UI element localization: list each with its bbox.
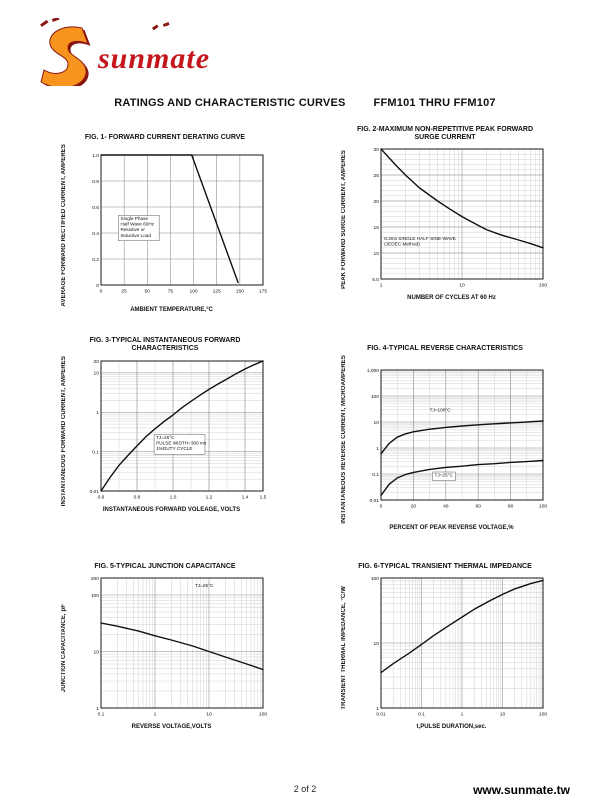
website-url: www.sunmate.tw	[473, 783, 570, 797]
svg-text:40: 40	[442, 504, 449, 510]
sunmate-logo-svg	[36, 18, 236, 86]
page-number: 2 of 2	[293, 784, 317, 794]
svg-text:10: 10	[499, 712, 505, 718]
chart-svg	[74, 356, 270, 506]
svg-text:100: 100	[90, 594, 99, 600]
y-axis-label: TRANSIENT THERMAL IMPEDANCE, °C/W	[340, 586, 347, 710]
svg-text:TJ=25°C: TJ=25°C	[433, 472, 453, 478]
svg-text:Resistive or: Resistive or	[119, 227, 145, 233]
svg-text:1%DUTY CYCLE: 1%DUTY CYCLE	[155, 445, 192, 451]
svg-text:100: 100	[370, 577, 379, 583]
figure-2-peak-forward-surge-current	[322, 126, 568, 313]
svg-text:15: 15	[373, 225, 379, 231]
svg-text:1: 1	[375, 707, 379, 713]
svg-text:0.2: 0.2	[91, 258, 99, 264]
svg-text:0: 0	[99, 289, 102, 295]
svg-text:60: 60	[474, 504, 481, 510]
figure-1-forward-current-derating	[42, 126, 288, 313]
figure-title: FIG. 5-TYPICAL JUNCTION CAPACITANCE	[94, 563, 236, 571]
chart-plot	[354, 365, 550, 515]
svg-text:20: 20	[410, 504, 416, 510]
figure-body	[61, 356, 270, 506]
logo-spark-icon	[40, 20, 48, 27]
svg-text:0.8: 0.8	[133, 495, 140, 501]
svg-text:100: 100	[538, 283, 547, 289]
x-axis-label: NUMBER OF CYCLES AT 60 Hz	[407, 295, 496, 302]
svg-text:0.1: 0.1	[91, 450, 99, 456]
svg-text:Inductive Load: Inductive Load	[119, 233, 151, 239]
figure-title: FIG. 3-TYPICAL INSTANTANEOUS FORWARD CHARACTERISTICS	[89, 337, 241, 353]
figures-grid	[42, 126, 568, 730]
svg-text:10: 10	[93, 650, 99, 656]
svg-text:75: 75	[167, 289, 173, 295]
svg-text:10: 10	[373, 251, 379, 257]
logo-spark-icon	[52, 18, 60, 22]
chart-plot	[354, 573, 550, 723]
logo-spark-icon	[152, 24, 159, 30]
figure-title: FIG. 2-MAXIMUM NON-REPETITIVE PEAK FORWARD SURGE CURRENT	[356, 126, 534, 142]
svg-text:125: 125	[212, 289, 221, 295]
svg-text:Single Phase: Single Phase	[119, 216, 148, 222]
y-axis-label: PEAK FORWARD SURGE CURRENT, AMPERES	[340, 149, 347, 289]
svg-text:10: 10	[373, 642, 379, 648]
svg-text:0.8: 0.8	[91, 180, 99, 186]
x-axis-label: REVERSE VOLTAGE,VOLTS	[131, 724, 212, 731]
figure-3-forward-characteristics	[42, 337, 288, 531]
svg-text:1: 1	[95, 707, 99, 713]
svg-text:1: 1	[153, 712, 156, 718]
svg-text:0.1: 0.1	[417, 712, 425, 718]
page-title-part: FFM101 THRU FFM107	[373, 97, 496, 109]
svg-text:0.01: 0.01	[88, 489, 99, 495]
svg-text:8.3ms SINGLE HALF SINE-WAVE: 8.3ms SINGLE HALF SINE-WAVE	[383, 236, 456, 242]
figure-body	[61, 573, 270, 723]
svg-text:10: 10	[373, 420, 379, 426]
sunmate-logo	[36, 18, 236, 91]
chart-plot	[354, 144, 550, 294]
chart-svg	[354, 573, 550, 723]
figure-title: FIG. 1- FORWARD CURRENT DERATING CURVE	[84, 133, 246, 141]
figure-title: FIG. 6-TYPICAL TRANSIENT THERMAL IMPEDANCE	[358, 563, 532, 571]
svg-text:TJ=25°C: TJ=25°C	[194, 583, 213, 589]
svg-text:0.1: 0.1	[371, 472, 379, 478]
svg-text:1.5: 1.5	[259, 495, 266, 501]
chart-plot	[74, 573, 270, 723]
svg-text:(JEDEC Method): (JEDEC Method)	[383, 241, 420, 247]
svg-text:20: 20	[93, 359, 99, 365]
x-axis-label: INSTANTANEOUS FORWARD VOLEAGE, VOLTS	[102, 506, 241, 513]
svg-text:0.01: 0.01	[375, 712, 386, 718]
chart-plot	[74, 150, 270, 300]
svg-text:1,000: 1,000	[366, 368, 379, 374]
y-axis-label: JUNCTION CAPACITANCE, pF	[60, 604, 67, 693]
svg-text:25: 25	[120, 289, 127, 295]
svg-text:200: 200	[90, 577, 99, 583]
page-title-left: RATINGS AND CHARACTERISTIC CURVES	[114, 97, 346, 109]
chart-svg	[74, 573, 270, 723]
y-axis-label: INSTANTANEOUS FORWARD CURRENT, AMPERES	[60, 355, 67, 506]
figure-body	[341, 144, 550, 294]
chart-svg	[74, 150, 270, 300]
svg-text:20: 20	[373, 199, 379, 205]
curve-junction-capacitance	[101, 623, 263, 670]
page-title	[0, 97, 610, 109]
figure-title: FIG. 4-TYPICAL REVERSE CHARACTERISTICS	[367, 345, 523, 353]
svg-text:150: 150	[235, 289, 244, 295]
svg-text:5.0: 5.0	[371, 277, 379, 283]
svg-text:0.4: 0.4	[91, 232, 99, 238]
svg-text:175: 175	[258, 289, 267, 295]
chart-svg	[354, 365, 550, 515]
svg-text:TJ=100°C: TJ=100°C	[429, 407, 451, 413]
svg-text:0.1: 0.1	[97, 712, 104, 718]
figure-body	[341, 573, 550, 723]
svg-text:TJ=25°C: TJ=25°C	[155, 434, 175, 440]
y-axis-label: AVERAGE FORWARD RECTIFIED CURRENT, AMPERES	[60, 144, 67, 307]
svg-text:100: 100	[258, 712, 267, 718]
chart-plot	[74, 356, 270, 506]
svg-text:1: 1	[95, 410, 99, 416]
svg-text:80: 80	[507, 504, 513, 510]
svg-text:10: 10	[458, 283, 465, 289]
curve-forward-characteristic	[101, 361, 263, 491]
svg-text:30: 30	[373, 147, 379, 153]
svg-text:100: 100	[538, 712, 547, 718]
svg-text:1: 1	[379, 283, 382, 289]
figure-body	[341, 355, 550, 524]
x-axis-label: AMBIENT TEMPERATURE,°C	[130, 307, 213, 314]
x-axis-label: PERCENT OF PEAK REVERSE VOLTAGE,%	[389, 525, 514, 532]
svg-text:1.2: 1.2	[205, 495, 212, 501]
svg-text:1: 1	[375, 446, 379, 452]
svg-text:1.4: 1.4	[241, 495, 248, 501]
svg-text:1.0: 1.0	[169, 495, 176, 501]
svg-text:0: 0	[95, 284, 99, 290]
svg-text:50: 50	[144, 289, 150, 295]
svg-text:25: 25	[373, 173, 379, 179]
svg-text:Half Wave 60Hz: Half Wave 60Hz	[119, 221, 154, 227]
svg-text:10: 10	[93, 371, 99, 377]
x-axis-label: t,PULSE DURATION,sec.	[416, 724, 487, 731]
svg-text:100: 100	[538, 504, 547, 510]
figure-4-reverse-characteristics	[322, 337, 568, 531]
svg-text:0: 0	[379, 504, 382, 510]
svg-text:10: 10	[205, 712, 212, 718]
y-axis-label: INSTANTANEOUS REVERSE CURRENT, MICROAMPERES	[340, 355, 347, 525]
svg-text:1: 1	[460, 712, 463, 718]
svg-text:0.6: 0.6	[97, 495, 104, 501]
svg-text:0.01: 0.01	[368, 498, 379, 504]
figure-6-transient-thermal-impedance	[322, 555, 568, 730]
svg-text:100: 100	[188, 289, 198, 295]
svg-text:100: 100	[370, 394, 379, 400]
brand-wordmark: sunmate	[98, 42, 211, 75]
chart-svg	[354, 144, 550, 294]
flame-s-icon	[41, 27, 88, 86]
figure-5-junction-capacitance	[42, 555, 288, 730]
svg-text:PULSE WIDTH=300 ms: PULSE WIDTH=300 ms	[155, 440, 206, 446]
svg-text:0.6: 0.6	[91, 206, 99, 212]
figure-body	[61, 144, 270, 306]
logo-spark-icon	[163, 22, 170, 27]
svg-text:1.0: 1.0	[91, 154, 99, 160]
